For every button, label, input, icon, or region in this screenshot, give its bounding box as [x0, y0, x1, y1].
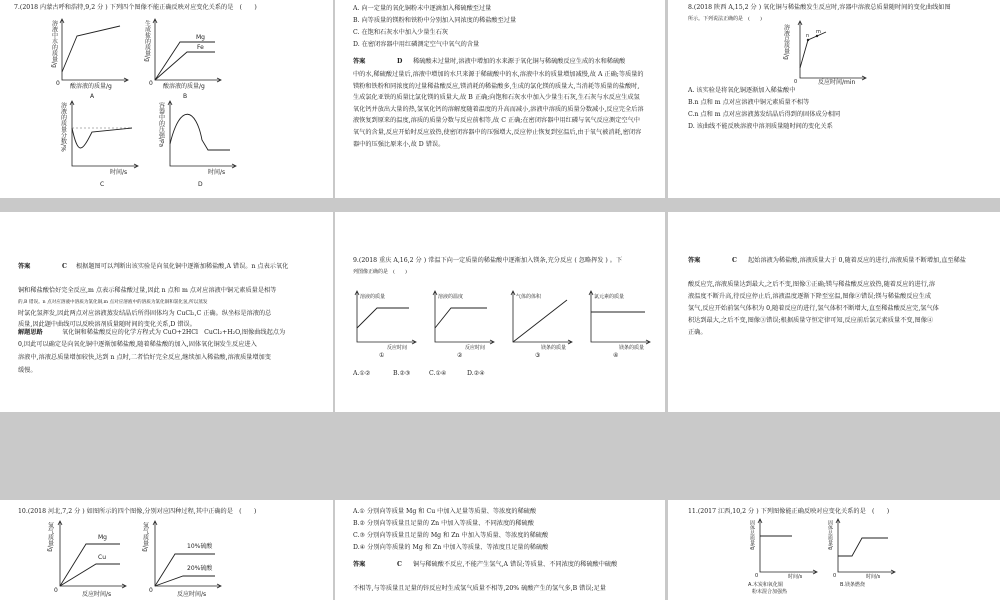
q8-option-a: A. 该实验是将氧化铜逐渐加入稀盐酸中: [688, 87, 796, 94]
q8-answer-line1: 根据题图可以判断出该实验是向氧化铜中逐渐加稀盐酸,A 错误。n 点表示氧化: [76, 263, 289, 270]
q7b-caption: B: [183, 93, 188, 100]
q9-answer-line4: 氢气,反应开始前氢气体积为 0,随着反应的进行,氢气体积不断增大,直至稀盐酸反应完,氢气体: [688, 305, 939, 312]
q11b-ylabel: 固体总质量/g: [827, 520, 833, 550]
page-panel-q8-answer: [0, 212, 333, 412]
q10g1-series-mg: Mg: [98, 534, 107, 541]
q7a-xlabel: 酸溶液的质量/g: [70, 83, 112, 90]
q9-answer-line1: 起始溶液为稀盐酸,溶液质量大于 0,随着反应的进行,溶液质量不断增加,直至稀盐: [748, 257, 966, 264]
q10-answer-label: 答案: [353, 561, 366, 568]
q9g4-num: ④: [613, 352, 619, 359]
q10g2-series-10: 10%硫酸: [187, 543, 213, 550]
q10g2-ylabel: 氢气质量/g: [141, 522, 149, 552]
q11a-ylabel: 固体总质量/g: [749, 520, 755, 550]
q8-stem-2: 所示。下列说法正确的是 ( ): [688, 16, 762, 22]
q9-chart-1: [349, 288, 421, 360]
q9-answer-line5: 积达到最大,之后不变,图像③错误;根据质量守恒定律可知,反应前后氯元素质量不变,图像④: [688, 317, 934, 324]
q8-think-line3: 溶液中,溶液总质量增加较快,达到 n 点时,二者恰好完全反应,继续加入稀盐酸,溶液质量增加变: [18, 354, 271, 361]
q8-option-b: B.n 点和 m 点对应溶液中铜元素质量不相等: [688, 99, 810, 106]
q9-chart-4: [583, 288, 655, 360]
q10-chart-1: [40, 518, 130, 598]
q8-think-line1: 氧化铜和稀盐酸反应的化学方程式为 CuO+2HCl CuCl₂+H₂O,图像曲线起点为: [62, 329, 286, 336]
q8-think-label: 解题思路: [18, 329, 43, 336]
q9g3-ylabel: 气体的体积: [516, 294, 542, 300]
q8-xlabel: 反应时间/min: [818, 79, 856, 86]
q10g2-series-20: 20%硫酸: [187, 565, 213, 572]
q7-answer-head: 稀硫酸未过量时,溶液中增加的水来源于氧化铜与稀硫酸反应生成的水和稀硫酸: [413, 58, 626, 65]
q11b-origin: 0: [833, 573, 837, 579]
q9-answer-label: 答案: [688, 257, 701, 264]
q10g1-ylabel: 氢气质量/g: [46, 522, 54, 552]
q9g3-xlabel: 镁条的质量: [541, 345, 567, 351]
q9-option-a: A.①②: [353, 370, 371, 377]
page-panel-q10-options: [335, 500, 665, 600]
q9g1-ylabel: 溶液的质量: [360, 294, 386, 300]
q7-answer-label: 答案: [353, 58, 366, 65]
q11a-xlabel: 时间/s: [788, 574, 803, 580]
q7c-caption: C: [100, 181, 105, 188]
q8-answer-line5: 质量,因此题中曲线可以反映溶剂质量随时间的变化关系,D 错误。: [18, 321, 196, 328]
q7-option-d: D. 在密闭容器中用红磷测定空气中氧气的含量: [353, 41, 480, 48]
q8-option-c: C.n 点和 m 点对应溶液蒸发结晶后得到的固体成分相同: [688, 111, 841, 118]
q9-answer-line6: 正确。: [688, 329, 707, 336]
q9g1-num: ①: [379, 352, 385, 359]
q8-answer-key: C: [62, 263, 67, 270]
q11a-caption-2: 粉末混合加强热: [752, 589, 788, 595]
q10-option-a: A.① 分别向等质量 Mg 和 Cu 中加入足量等质量、等浓度的稀硫酸: [353, 508, 537, 515]
q7c-xlabel: 时间/s: [110, 169, 128, 176]
q11b-caption: B.镁条燃烧: [840, 582, 866, 588]
q8-point-m: m: [816, 29, 821, 35]
q9-stem-2: 列图像正确的是 ( ): [353, 269, 407, 275]
q7b-series-fe: Fe: [197, 44, 204, 51]
q9g2-num: ②: [457, 352, 463, 359]
q9-stem: 9.(2018 重庆 A,16,2 分 ) 常温下向一定质量的稀盐酸中逐渐加入镁条,充分反应 ( 忽略挥发 ) 。下: [353, 257, 623, 264]
q9-answer-key: C: [732, 257, 737, 264]
q8-option-d: D. 该曲线不能反映溶液中溶剂质量随时间的变化关系: [688, 123, 833, 130]
q9g4-ylabel: 氯元素的质量: [594, 294, 625, 300]
q8-chart: [780, 18, 880, 90]
q10g2-origin: 0: [149, 587, 153, 594]
q8-think-line4: 缓慢。: [18, 367, 37, 374]
q10g1-xlabel: 反应时间/s: [82, 591, 112, 598]
page-panel-q9: [335, 212, 665, 412]
q11a-origin: 0: [755, 573, 759, 579]
q9-answer-line2: 酸反应完,溶液质量达到最大,之后不变,图像①正确;镁与稀盐酸反应放热,随着反应的进行,溶: [688, 281, 936, 288]
q11-stem: 11.(2017 江西,10,2 分 ) 下列图像能正确反映对应变化关系的是 ( ): [688, 508, 890, 515]
q8-stem: 8.(2018 陕西 A,15,2 分 ) 氧化铜与稀盐酸发生反应时,容器中溶液总质量随时间的变化曲线如图: [688, 4, 951, 11]
page-panel-q11: [668, 500, 1000, 600]
q8-answer-line4: 时氯化氢挥发,因此两点对应溶液蒸发结晶后所得固体均为 CuCl₂,C 正确。纵坐标是溶液的总: [18, 310, 272, 317]
page-panel-q7: [0, 0, 333, 198]
q9-answer-line3: 液温度不断升高,待反应停止后,溶液温度逐渐下降至室温,图像②错误;镁与稀盐酸反应生成: [688, 293, 932, 300]
q11b-xlabel: 时间/s: [866, 574, 881, 580]
page-panel-q8: [668, 0, 1000, 198]
q8-think-line2: 0,因此可以确定是向氧化铜中逐渐加稀盐酸,随着稀盐酸的加入,固体氧化铜发生反应进入: [18, 341, 257, 348]
q10-option-b: B.② 分别向等质量且足量的 Zn 中加入等质量、不同浓度的稀硫酸: [353, 520, 534, 527]
q7b-series-mg: Mg: [196, 34, 205, 41]
q7b-origin: 0: [149, 80, 153, 87]
q10-chart-2: [135, 518, 235, 598]
page-panel-q9-answer: [668, 212, 1000, 412]
q7a-ylabel: 溶液中水的质量/g: [50, 20, 58, 68]
q11-chart-b: [822, 516, 902, 596]
q7d-ylabel: 容器中的压强/Pa: [157, 102, 165, 148]
q7-option-b: B. 向等质量的镁粉和铁粉中分别加入同浓度的稀盐酸至过量: [353, 17, 517, 24]
q7-chart-c: [52, 98, 152, 193]
q9g4-xlabel: 镁条的质量: [619, 345, 645, 351]
q9-chart-2: [427, 288, 499, 360]
q9-chart-3: [505, 288, 577, 360]
q7a-caption: A: [90, 93, 95, 100]
page-panel-q7-options: [335, 0, 665, 198]
q10-answer-line2: 不相等,与等质量且足量的锌反应时生成氢气质量不相等,20% 硫酸产生的氢气多,B 错误;足量: [353, 585, 606, 592]
q7c-ylabel: 溶液的质量分数/%: [59, 102, 67, 152]
q7a-origin: 0: [56, 80, 60, 87]
q8-answer-line2: 铜和稀盐酸恰好完全反应,m 点表示稀盐酸过量,因此 n 点和 m 点对应溶液中铜元素质量是相等: [18, 287, 277, 294]
q9-option-c: C.①④: [429, 370, 447, 377]
q9-option-d: D.②④: [467, 370, 485, 377]
q7b-xlabel: 酸溶液的质量/g: [163, 83, 205, 90]
q7-option-a: A. 向一定量的氧化铜粉末中逐滴加入稀硫酸至过量: [353, 5, 492, 12]
q8-ylabel: 溶液总质量/g: [782, 24, 790, 60]
q10g1-series-cu: Cu: [98, 554, 106, 561]
q9g1-xlabel: 反应时间: [387, 345, 408, 351]
q7-answer-body: 中的水,稀硫酸过量后,溶液中增加的水只来源于稀硫酸中的水,溶液中水的质量增加减慢,故 A 正确;等质量的镁粉和铁粉和同浓度的过量稀盐酸反应,镁消耗的稀盐酸多,生成的氯化镁的质量大,当消耗等质量的盐酸时,生成氯化亚铁的质量比氯化镁的质量大,故 B 正确;向饱和石灰水中加入少量生石灰,生石灰与水反应生成氢氧化钙并放出大量的热,氢氧化钙的溶解度随着温度的升高而减小,溶液中溶质的质量分数减小,反应完全后溶液恢复到原来的温度,溶质的质量分数与反应前相等,故 C 正确;在密闭容器中用红磷与氧气反应测定空气中氧气的含量,反应开始时反应放热,使密闭容器中的压强增大,反应停止恢复到室温后,由于氧气被消耗,密闭容器中的压强比原来小,故 D 错误。: [353, 71, 644, 148]
q9g2-xlabel: 反应时间: [465, 345, 486, 351]
q10-answer-key: C: [397, 561, 402, 568]
q9-option-b: B.②③: [393, 370, 411, 377]
q7d-caption: D: [198, 181, 203, 188]
q7d-xlabel: 时间/s: [208, 169, 226, 176]
q10-stem: 10.(2018 河北,7,2 分 ) 如图所示的四个图像,分别对应四种过程,其中正确的是 ( ): [18, 508, 257, 515]
q8-answer-label: 答案: [18, 263, 31, 270]
q11a-caption-1: A.木炭和氧化铜: [748, 582, 783, 588]
q7-chart-d: [150, 98, 250, 193]
q7-answer-key: D: [397, 58, 403, 65]
q7-chart-a: [42, 14, 132, 104]
q9g3-num: ③: [535, 352, 541, 359]
q7b-ylabel: 生成盐的质量/g: [143, 20, 151, 62]
q8-answer-line3: 的,B 错误。n 点对应溶液中溶质为氯化铜,m 点对应溶液中的溶质为氯化铜和氯化氢,所以蒸发: [18, 300, 208, 305]
q7-option-c: C. 在饱和石灰水中加入少量生石灰: [353, 29, 449, 36]
q11-chart-a: [744, 516, 824, 596]
page-panel-q10: [0, 500, 333, 600]
q10-option-d: D.④ 分别向等质量的 Mg 和 Zn 中加入等质量、等浓度且足量的稀硫酸: [353, 544, 549, 551]
q10-answer-line1: 铜与稀硫酸不反应,不能产生氢气,A 错误;等质量、不同浓度的稀硫酸中硫酸: [413, 561, 618, 568]
q9g2-ylabel: 溶液的温度: [438, 294, 464, 300]
q10-option-c: C.③ 分别向等质量且足量的 Mg 和 Zn 中加入等质量、等浓度的稀硫酸: [353, 532, 549, 539]
q8-point-n: n: [806, 33, 810, 39]
q8-origin: 0: [794, 79, 798, 85]
q7-chart-b: [135, 14, 225, 104]
q10g1-origin: 0: [54, 587, 58, 594]
q10g2-xlabel: 反应时间/s: [177, 591, 207, 598]
q7-stem: 7.(2018 内蒙古呼和浩特,9,2 分 ) 下列四个图像不能正确反映对应变化关系的是 ( ): [14, 4, 257, 11]
